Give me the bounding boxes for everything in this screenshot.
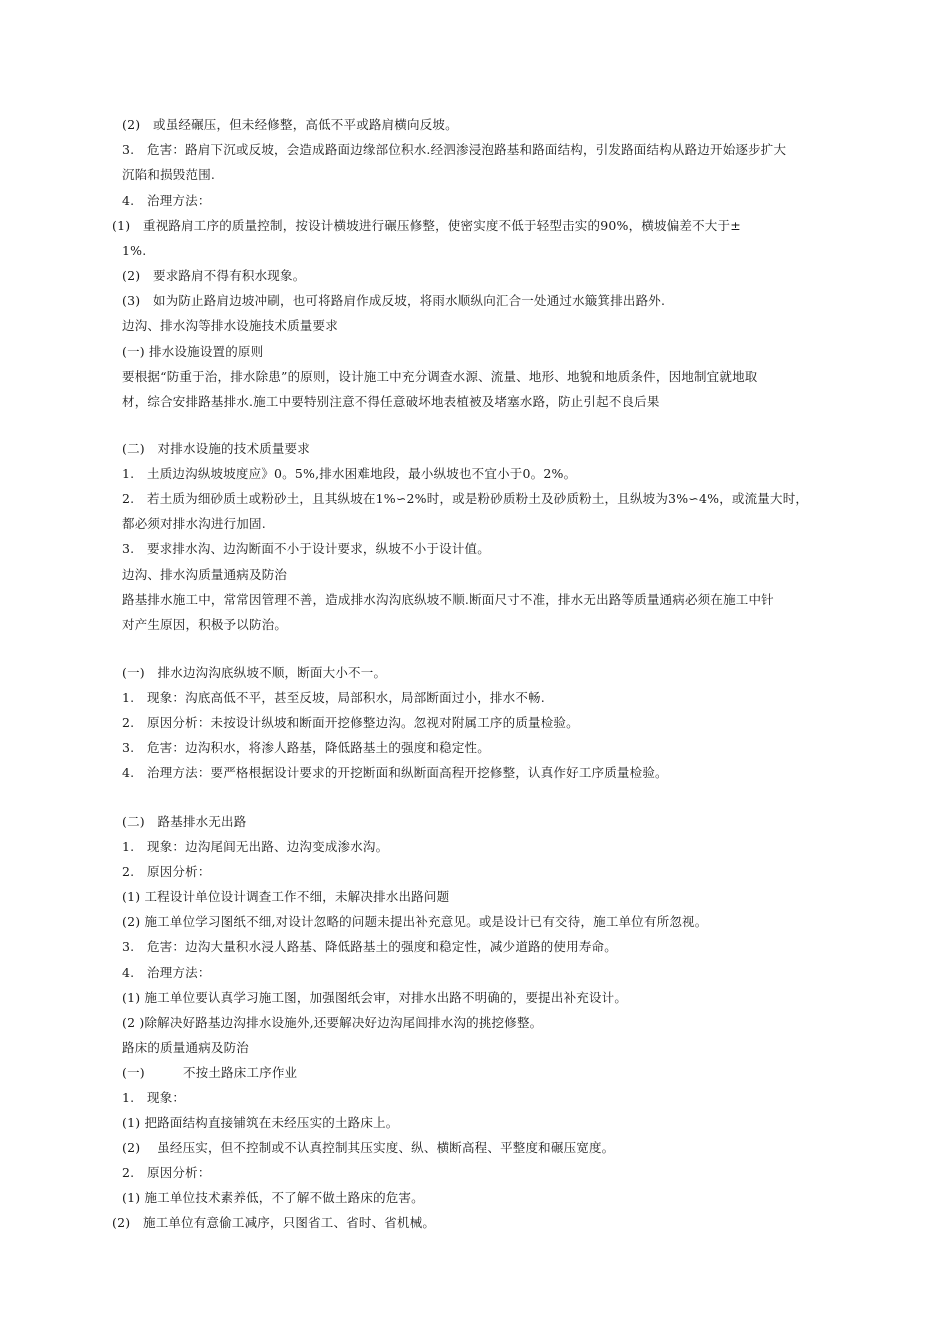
text-line: (一) 排水边沟沟底纵坡不顺，断面大小不一。 <box>122 665 387 680</box>
text-line: 1. 现象：沟底高低不平，甚至反坡，局部积水，局部断面过小，排水不畅. <box>122 690 545 705</box>
text-line: (一) 不按土路床工序作业 <box>122 1065 298 1080</box>
text-line: 1. 现象： <box>122 1090 186 1105</box>
text-line: 要根据“防重于治，排水除患”的原则，设计施工中充分调查水源、流量、地形、地貌和地质条件，因地制宜就地取 <box>122 369 758 384</box>
text-line: (3) 如为防止路肩边坡冲刷，也可将路肩作成反坡，将雨水顺纵向汇合一处通过水簸箕排出路外. <box>122 293 666 308</box>
text-line: 4. 治理方法：要严格根据设计要求的开挖断面和纵断面高程开挖修整，认真作好工序质量检验。 <box>122 765 668 780</box>
text-line: (2 )除解决好路基边沟排水设施外,还要解决好边沟尾闾排水沟的挑挖修整。 <box>122 1015 543 1030</box>
text-line: 2. 原因分析： <box>122 1165 211 1180</box>
text-line: (二) 路基排水无出路 <box>122 814 247 829</box>
text-line: 沉陷和损毁范围. <box>122 167 216 182</box>
text-line: 1%. <box>122 243 147 258</box>
text-line: (1) 施工单位技术素养低，不了解不做土路床的危害。 <box>122 1190 424 1205</box>
text-line: 2. 原因分析： <box>122 864 211 879</box>
text-line: (1) 工程设计单位设计调查工作不细，未解决排水出路问题 <box>122 889 450 904</box>
text-line: 2. 原因分析：未按设计纵坡和断面开挖修整边沟。忽视对附属工序的质量检验。 <box>122 715 579 730</box>
section-heading: 边沟、排水沟质量通病及防治 <box>122 567 288 582</box>
text-line: 对产生原因，积极予以防治。 <box>122 617 288 632</box>
text-line: (2) 要求路肩不得有积水现象。 <box>122 268 306 283</box>
text-line: (2) 虽经压实，但不控制或不认真控制其压实度、纵、横断高程、平整度和碾压宽度。 <box>122 1140 615 1155</box>
text-line: 都必须对排水沟进行加固. <box>122 516 266 531</box>
text-line: (1) 重视路肩工序的质量控制，按设计横坡进行碾压修整，使密实度不低于轻型击实的90%，横坡偏差不大于± <box>112 218 741 233</box>
text-line: (1) 施工单位要认真学习施工图，加强图纸会审，对排水出路不明确的，要提出补充设计。 <box>122 990 628 1005</box>
text-line: 材，综合安排路基排水.施工中要特别注意不得任意破坏地表植被及堵塞水路，防止引起不良后果 <box>122 394 660 409</box>
text-line: 路基排水施工中，常常因管理不善，造成排水沟沟底纵坡不顺.断面尺寸不准，排水无出路等质量通病必须在施工中针 <box>122 592 774 607</box>
section-heading: 路床的质量通病及防治 <box>122 1040 250 1055</box>
text-line: 2. 若土质为细砂质土或粉砂土，且其纵坡在1%∽2%时，或是粉砂质粉土及砂质粉土，且纵坡为3%∽4%，或流量大时， <box>122 491 809 506</box>
text-line: (二) 对排水设施的技术质量要求 <box>122 441 310 456</box>
text-line: 4. 治理方法： <box>122 193 211 208</box>
text-line: (一) 排水设施设置的原则 <box>122 344 264 359</box>
text-line: (2) 施工单位有意偷工减序，只图省工、省时、省机械。 <box>112 1215 436 1230</box>
text-line: 3. 危害：边沟积水，将渗人路基，降低路基土的强度和稳定性。 <box>122 740 490 755</box>
text-line: 3. 要求排水沟、边沟断面不小于设计要求，纵坡不小于设计值。 <box>122 541 490 556</box>
text-line: 3. 危害：路肩下沉或反坡，会造成路面边缘部位积水.经泗渗浸泡路基和路面结构，引发路面结构从路边开始逐步扩大 <box>122 142 787 157</box>
text-line: (2) 施工单位学习图纸不细,对设计忽略的问题未提出补充意见。或是设计已有交待，施工单位有所忽视。 <box>122 914 708 929</box>
section-heading: 边沟、排水沟等排水设施技术质量要求 <box>122 318 338 333</box>
text-line: 3. 危害：边沟大量积水浸人路基、降低路基土的强度和稳定性，减少道路的使用寿命。 <box>122 939 617 954</box>
text-line: 1. 现象：边沟尾闾无出路、边沟变成渗水沟。 <box>122 839 389 854</box>
text-line: (1) 把路面结构直接铺筑在未经压实的土路床上。 <box>122 1115 399 1130</box>
text-line: 1. 土质边沟纵坡坡度应》0。5%,排水困难地段，最小纵坡也不宜小于0。2%。 <box>122 466 577 481</box>
text-line: (2) 或虽经碾压，但未经修整，高低不平或路肩横向反坡。 <box>122 117 458 132</box>
text-line: 4. 治理方法： <box>122 965 211 980</box>
